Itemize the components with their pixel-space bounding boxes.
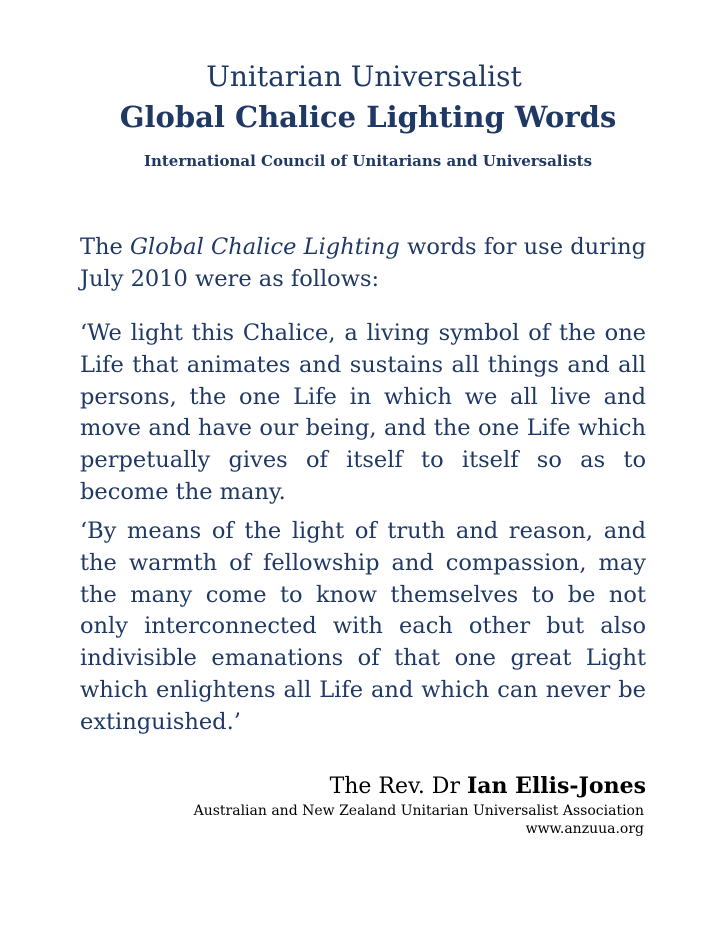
association-name: Australian and New Zealand Unitarian Universalist Association	[193, 803, 644, 819]
signature-line	[330, 773, 646, 799]
title-line-1: Unitarian Universalist	[206, 60, 522, 93]
chalice-paragraph-2: ‘By means of the light of truth and reason, and the warmth of fellowship and compassion, may the many come to know themselves to be not only interconnected with each other but also indivisible emanations of that one great Light which enlightens all Life and which can never be extinguished.’	[80, 518, 646, 735]
intro-after: words for use during July 2010 were as follows:	[80, 234, 646, 292]
signature-prefix: The Rev. Dr	[329, 774, 467, 799]
title-line-2: Global Chalice Lighting Words	[119, 100, 617, 134]
signature-name: Ian Ellis-Jones	[466, 773, 646, 799]
intro-before: The	[80, 234, 131, 260]
intro-paragraph	[80, 232, 646, 296]
subtitle: International Council of Unitarians and Universalists	[143, 152, 593, 170]
intro-italic: Global Chalice Lighting	[130, 234, 400, 260]
chalice-paragraph-1: ‘We light this Chalice, a living symbol of the one Life that animates and sustains all things and all persons, the one Life in which we all live and move and have our being, and the one Life which perpetually gives of itself to itself so as to become the many.	[80, 320, 646, 505]
website-text: www.anzuua.org	[525, 821, 644, 837]
